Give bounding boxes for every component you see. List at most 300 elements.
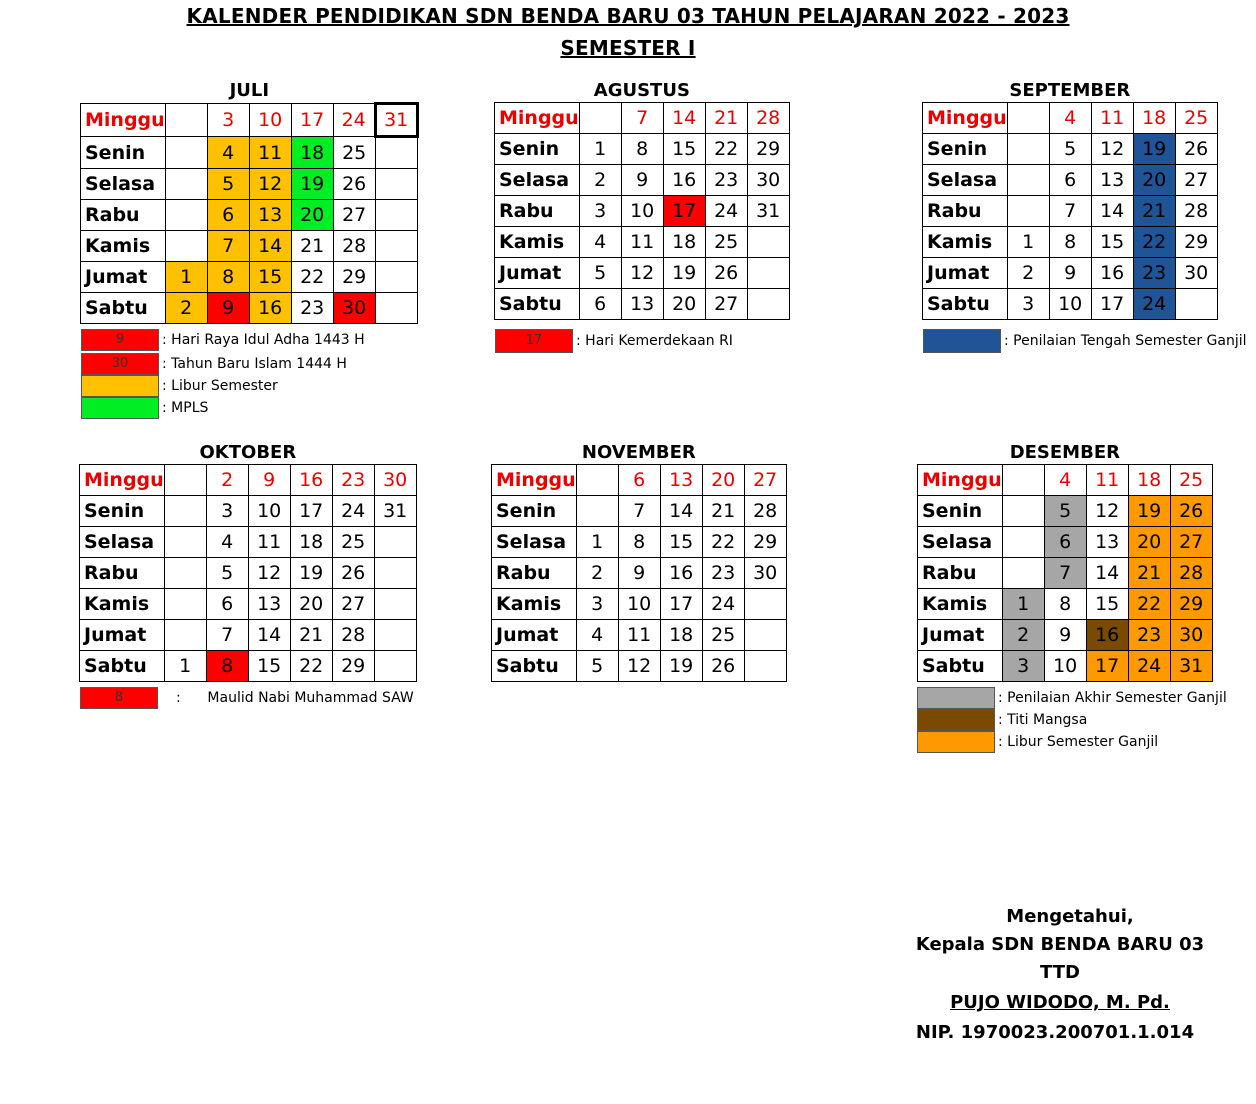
date-cell: 28	[747, 103, 789, 134]
date-cell: 18	[290, 527, 332, 558]
legend-agustus	[495, 329, 733, 353]
date-cell: 29	[747, 134, 789, 165]
date-cell	[744, 620, 786, 651]
day-label: Sabtu	[923, 289, 1008, 320]
date-cell: 9	[207, 293, 249, 324]
legend-swatch	[81, 375, 159, 397]
date-cell: 22	[702, 527, 744, 558]
date-cell: 7	[618, 496, 660, 527]
date-cell: 10	[621, 196, 663, 227]
date-cell: 10	[618, 589, 660, 620]
date-cell: 22	[291, 262, 333, 293]
date-cell	[576, 496, 618, 527]
calendar-row	[80, 558, 417, 589]
day-label: Senin	[495, 134, 580, 165]
date-cell: 7	[207, 231, 249, 262]
date-cell: 26	[705, 258, 747, 289]
calendar-row	[918, 589, 1213, 620]
legend-label: : Tahun Baru Islam 1444 H	[162, 356, 347, 372]
date-cell: 20	[1133, 165, 1175, 196]
date-cell: 31	[375, 104, 417, 137]
calendar-table	[922, 102, 1218, 320]
calendar-row	[81, 169, 418, 200]
date-cell: 16	[1091, 258, 1133, 289]
day-label: Senin	[81, 137, 166, 169]
page-title: KALENDER PENDIDIKAN SDN BENDA BARU 03 TAHUN PELAJARAN 2022 - 2023	[186, 4, 1070, 28]
date-cell: 21	[290, 620, 332, 651]
date-cell: 11	[618, 620, 660, 651]
date-cell: 29	[1170, 589, 1212, 620]
date-cell: 8	[618, 527, 660, 558]
month-name: SEPTEMBER	[1009, 80, 1131, 101]
date-cell	[374, 589, 416, 620]
calendar-row	[492, 465, 787, 496]
day-label: Selasa	[923, 165, 1008, 196]
day-label: Sabtu	[81, 293, 166, 324]
calendar-row	[81, 104, 418, 137]
date-cell: 19	[290, 558, 332, 589]
date-cell: 9	[618, 558, 660, 589]
calendar-row	[923, 227, 1218, 258]
date-cell: 22	[1128, 589, 1170, 620]
date-cell: 8	[207, 262, 249, 293]
date-cell: 23	[702, 558, 744, 589]
calendar-row	[495, 103, 790, 134]
date-cell	[164, 496, 206, 527]
date-cell: 16	[290, 465, 332, 496]
calendar-row	[492, 651, 787, 682]
day-label: Jumat	[918, 620, 1003, 651]
date-cell: 27	[1175, 165, 1217, 196]
signature-name: PUJO WIDODO, M. Pd.	[950, 992, 1170, 1013]
date-cell: 14	[1091, 196, 1133, 227]
date-cell: 28	[333, 231, 375, 262]
date-cell: 12	[1086, 496, 1128, 527]
date-cell: 5	[206, 558, 248, 589]
date-cell: 27	[333, 200, 375, 231]
date-cell: 19	[291, 169, 333, 200]
date-cell: 25	[1170, 465, 1212, 496]
day-label: Selasa	[80, 527, 165, 558]
date-cell	[375, 169, 417, 200]
date-cell: 11	[249, 137, 291, 169]
date-cell: 19	[660, 651, 702, 682]
date-cell	[1007, 196, 1049, 227]
date-cell: 6	[1044, 527, 1086, 558]
date-cell	[165, 231, 207, 262]
calendar-row	[81, 293, 418, 324]
date-cell: 7	[1049, 196, 1091, 227]
date-cell	[374, 527, 416, 558]
date-cell: 23	[291, 293, 333, 324]
date-cell: 30	[333, 293, 375, 324]
calendar-row	[81, 231, 418, 262]
date-cell: 4	[579, 227, 621, 258]
calendar-row	[923, 196, 1218, 227]
date-cell	[164, 465, 206, 496]
date-cell: 16	[660, 558, 702, 589]
day-label: Minggu	[918, 465, 1003, 496]
legend-label: : Titi Mangsa	[998, 712, 1088, 728]
date-cell: 16	[1086, 620, 1128, 651]
date-cell: 2	[1007, 258, 1049, 289]
date-cell: 5	[207, 169, 249, 200]
date-cell: 6	[579, 289, 621, 320]
date-cell: 25	[702, 620, 744, 651]
date-cell	[747, 258, 789, 289]
date-cell: 24	[332, 496, 374, 527]
date-cell	[164, 527, 206, 558]
legend-label: : Libur Semester	[162, 378, 278, 394]
day-label: Senin	[80, 496, 165, 527]
calendar-row	[918, 465, 1213, 496]
legend-swatch: 8	[80, 687, 158, 709]
date-cell: 6	[207, 200, 249, 231]
date-cell: 18	[1133, 103, 1175, 134]
calendar-table	[79, 464, 417, 682]
legend-swatch: 9	[81, 329, 159, 351]
day-label: Selasa	[495, 165, 580, 196]
date-cell: 6	[618, 465, 660, 496]
date-cell: 16	[249, 293, 291, 324]
calendar-row	[80, 589, 417, 620]
date-cell: 24	[702, 589, 744, 620]
date-cell: 20	[702, 465, 744, 496]
calendar-row	[918, 651, 1213, 682]
date-cell: 4	[207, 137, 249, 169]
calendar-row	[918, 527, 1213, 558]
month-november	[491, 442, 787, 682]
calendar-row	[492, 620, 787, 651]
calendar-table	[494, 102, 790, 320]
legend-item	[917, 709, 1227, 731]
date-cell: 12	[249, 169, 291, 200]
calendar-row	[492, 558, 787, 589]
date-cell: 30	[1170, 620, 1212, 651]
date-cell: 8	[1044, 589, 1086, 620]
calendar-row	[80, 496, 417, 527]
date-cell: 28	[1170, 558, 1212, 589]
date-cell: 26	[1175, 134, 1217, 165]
date-cell: 31	[1170, 651, 1212, 682]
date-cell: 21	[291, 231, 333, 262]
date-cell	[1002, 527, 1044, 558]
date-cell: 10	[1049, 289, 1091, 320]
day-label: Jumat	[80, 620, 165, 651]
day-label: Rabu	[495, 196, 580, 227]
day-label: Sabtu	[495, 289, 580, 320]
date-cell: 29	[744, 527, 786, 558]
date-cell	[744, 589, 786, 620]
month-agustus	[494, 80, 790, 320]
calendar-row	[81, 200, 418, 231]
date-cell	[165, 137, 207, 169]
day-label: Rabu	[918, 558, 1003, 589]
month-name: JULI	[229, 80, 270, 101]
signature-position: Kepala SDN BENDA BARU 03	[915, 934, 1205, 955]
date-cell	[576, 465, 618, 496]
date-cell: 28	[744, 496, 786, 527]
date-cell	[164, 558, 206, 589]
day-label: Kamis	[492, 589, 577, 620]
day-label: Selasa	[918, 527, 1003, 558]
date-cell	[744, 651, 786, 682]
date-cell: 4	[206, 527, 248, 558]
date-cell: 11	[1091, 103, 1133, 134]
day-label: Rabu	[492, 558, 577, 589]
day-label: Jumat	[923, 258, 1008, 289]
day-label: Rabu	[81, 200, 166, 231]
date-cell: 18	[291, 137, 333, 169]
day-label: Kamis	[918, 589, 1003, 620]
date-cell: 21	[702, 496, 744, 527]
date-cell: 18	[660, 620, 702, 651]
legend-item	[917, 687, 1227, 709]
day-label: Senin	[918, 496, 1003, 527]
date-cell: 20	[290, 589, 332, 620]
calendar-table	[80, 102, 419, 324]
calendar-row	[495, 289, 790, 320]
date-cell	[1002, 558, 1044, 589]
legend-item	[81, 353, 365, 375]
date-cell: 23	[1128, 620, 1170, 651]
date-cell: 1	[579, 134, 621, 165]
date-cell: 25	[705, 227, 747, 258]
date-cell: 5	[576, 651, 618, 682]
date-cell: 15	[249, 262, 291, 293]
date-cell: 30	[1175, 258, 1217, 289]
day-label: Kamis	[81, 231, 166, 262]
legend-label: : Penilaian Akhir Semester Ganjil	[998, 690, 1227, 706]
date-cell: 21	[705, 103, 747, 134]
day-label: Minggu	[923, 103, 1008, 134]
day-label: Senin	[923, 134, 1008, 165]
date-cell: 27	[744, 465, 786, 496]
calendar-row	[923, 289, 1218, 320]
date-cell: 1	[1002, 589, 1044, 620]
date-cell	[1175, 289, 1217, 320]
date-cell: 8	[1049, 227, 1091, 258]
date-cell	[375, 137, 417, 169]
month-name: DESEMBER	[1009, 442, 1120, 463]
calendar-row	[80, 620, 417, 651]
date-cell: 14	[663, 103, 705, 134]
month-name: AGUSTUS	[593, 80, 690, 101]
legend-label: : Hari Raya Idul Adha 1443 H	[162, 332, 365, 348]
date-cell: 31	[374, 496, 416, 527]
date-cell: 2	[579, 165, 621, 196]
date-cell: 10	[248, 496, 290, 527]
date-cell: 11	[621, 227, 663, 258]
date-cell: 6	[206, 589, 248, 620]
date-cell: 26	[702, 651, 744, 682]
legend-juli	[81, 329, 365, 419]
legend-desember	[917, 687, 1227, 753]
legend-label: : Maulid Nabi Muhammad SAW	[176, 690, 414, 706]
date-cell: 13	[1091, 165, 1133, 196]
date-cell	[375, 293, 417, 324]
legend-item	[917, 731, 1227, 753]
date-cell: 1	[165, 262, 207, 293]
legend-item	[80, 687, 414, 709]
date-cell: 26	[333, 169, 375, 200]
date-cell	[164, 589, 206, 620]
calendar-table	[917, 464, 1213, 682]
date-cell: 30	[744, 558, 786, 589]
legend-label: : Hari Kemerdekaan RI	[576, 333, 733, 349]
date-cell: 8	[621, 134, 663, 165]
date-cell: 27	[705, 289, 747, 320]
date-cell: 4	[576, 620, 618, 651]
date-cell: 3	[579, 196, 621, 227]
signature-nip: NIP. 1970023.200701.1.014	[915, 1022, 1195, 1043]
calendar-row	[81, 137, 418, 169]
day-label: Sabtu	[918, 651, 1003, 682]
date-cell: 3	[576, 589, 618, 620]
month-name: NOVEMBER	[581, 442, 696, 463]
calendar-row	[495, 134, 790, 165]
date-cell: 10	[249, 104, 291, 137]
month-september	[922, 80, 1218, 320]
date-cell	[374, 558, 416, 589]
date-cell: 31	[747, 196, 789, 227]
date-cell: 15	[1086, 589, 1128, 620]
signature-block	[900, 902, 1220, 1048]
legend-swatch: 17	[495, 329, 573, 353]
date-cell: 22	[290, 651, 332, 682]
date-cell: 22	[705, 134, 747, 165]
date-cell	[374, 620, 416, 651]
day-label: Selasa	[81, 169, 166, 200]
date-cell: 13	[1086, 527, 1128, 558]
date-cell: 18	[663, 227, 705, 258]
date-cell: 15	[660, 527, 702, 558]
date-cell	[579, 103, 621, 134]
date-cell: 9	[621, 165, 663, 196]
legend-swatch	[923, 329, 1001, 353]
date-cell: 1	[1007, 227, 1049, 258]
day-label: Rabu	[80, 558, 165, 589]
date-cell: 14	[660, 496, 702, 527]
date-cell: 7	[621, 103, 663, 134]
date-cell: 14	[1086, 558, 1128, 589]
date-cell: 24	[333, 104, 375, 137]
day-label: Minggu	[80, 465, 165, 496]
date-cell	[1002, 496, 1044, 527]
month-desember	[917, 442, 1213, 682]
date-cell: 12	[618, 651, 660, 682]
date-cell: 14	[248, 620, 290, 651]
day-label: Jumat	[495, 258, 580, 289]
calendar-row	[492, 496, 787, 527]
date-cell: 2	[165, 293, 207, 324]
date-cell: 26	[1170, 496, 1212, 527]
date-cell: 19	[1133, 134, 1175, 165]
date-cell: 15	[663, 134, 705, 165]
calendar-row	[923, 103, 1218, 134]
date-cell: 24	[705, 196, 747, 227]
day-label: Sabtu	[80, 651, 165, 682]
date-cell: 29	[1175, 227, 1217, 258]
calendar-row	[495, 165, 790, 196]
date-cell: 7	[1044, 558, 1086, 589]
legend-label: : Libur Semester Ganjil	[998, 734, 1159, 750]
date-cell	[1002, 465, 1044, 496]
legend-item	[81, 375, 365, 397]
day-label: Minggu	[81, 104, 166, 137]
legend-item	[923, 329, 1247, 353]
legend-item	[81, 329, 365, 351]
date-cell: 9	[1049, 258, 1091, 289]
date-cell: 28	[1175, 196, 1217, 227]
date-cell: 11	[248, 527, 290, 558]
month-oktober	[79, 442, 417, 682]
date-cell: 20	[1128, 527, 1170, 558]
date-cell	[374, 651, 416, 682]
date-cell: 24	[1133, 289, 1175, 320]
date-cell: 17	[290, 496, 332, 527]
date-cell: 13	[621, 289, 663, 320]
date-cell: 20	[291, 200, 333, 231]
legend-oktober	[80, 687, 414, 709]
day-label: Rabu	[923, 196, 1008, 227]
date-cell: 2	[206, 465, 248, 496]
date-cell: 13	[249, 200, 291, 231]
calendar-row	[918, 558, 1213, 589]
date-cell: 25	[1175, 103, 1217, 134]
date-cell	[165, 104, 207, 137]
date-cell: 14	[249, 231, 291, 262]
calendar-row	[80, 465, 417, 496]
date-cell	[375, 231, 417, 262]
day-label: Jumat	[492, 620, 577, 651]
date-cell: 3	[1007, 289, 1049, 320]
date-cell	[1007, 165, 1049, 196]
date-cell: 20	[663, 289, 705, 320]
date-cell: 22	[1133, 227, 1175, 258]
calendar-row	[923, 165, 1218, 196]
day-label: Selasa	[492, 527, 577, 558]
date-cell: 7	[206, 620, 248, 651]
date-cell: 23	[1133, 258, 1175, 289]
legend-item	[495, 329, 733, 353]
date-cell: 25	[332, 527, 374, 558]
date-cell: 5	[1049, 134, 1091, 165]
date-cell	[1007, 134, 1049, 165]
legend-september	[923, 329, 1247, 353]
date-cell: 17	[1086, 651, 1128, 682]
date-cell: 3	[207, 104, 249, 137]
date-cell: 24	[1128, 651, 1170, 682]
calendar-row	[923, 258, 1218, 289]
day-label: Minggu	[495, 103, 580, 134]
date-cell: 15	[248, 651, 290, 682]
calendar-row	[81, 262, 418, 293]
legend-label: : MPLS	[162, 400, 209, 416]
legend-swatch	[917, 709, 995, 731]
date-cell	[375, 200, 417, 231]
calendar-row	[80, 527, 417, 558]
date-cell	[1007, 103, 1049, 134]
date-cell	[164, 620, 206, 651]
date-cell: 17	[291, 104, 333, 137]
date-cell: 26	[332, 558, 374, 589]
date-cell: 23	[705, 165, 747, 196]
date-cell: 23	[332, 465, 374, 496]
date-cell: 2	[576, 558, 618, 589]
date-cell	[747, 227, 789, 258]
date-cell: 4	[1049, 103, 1091, 134]
